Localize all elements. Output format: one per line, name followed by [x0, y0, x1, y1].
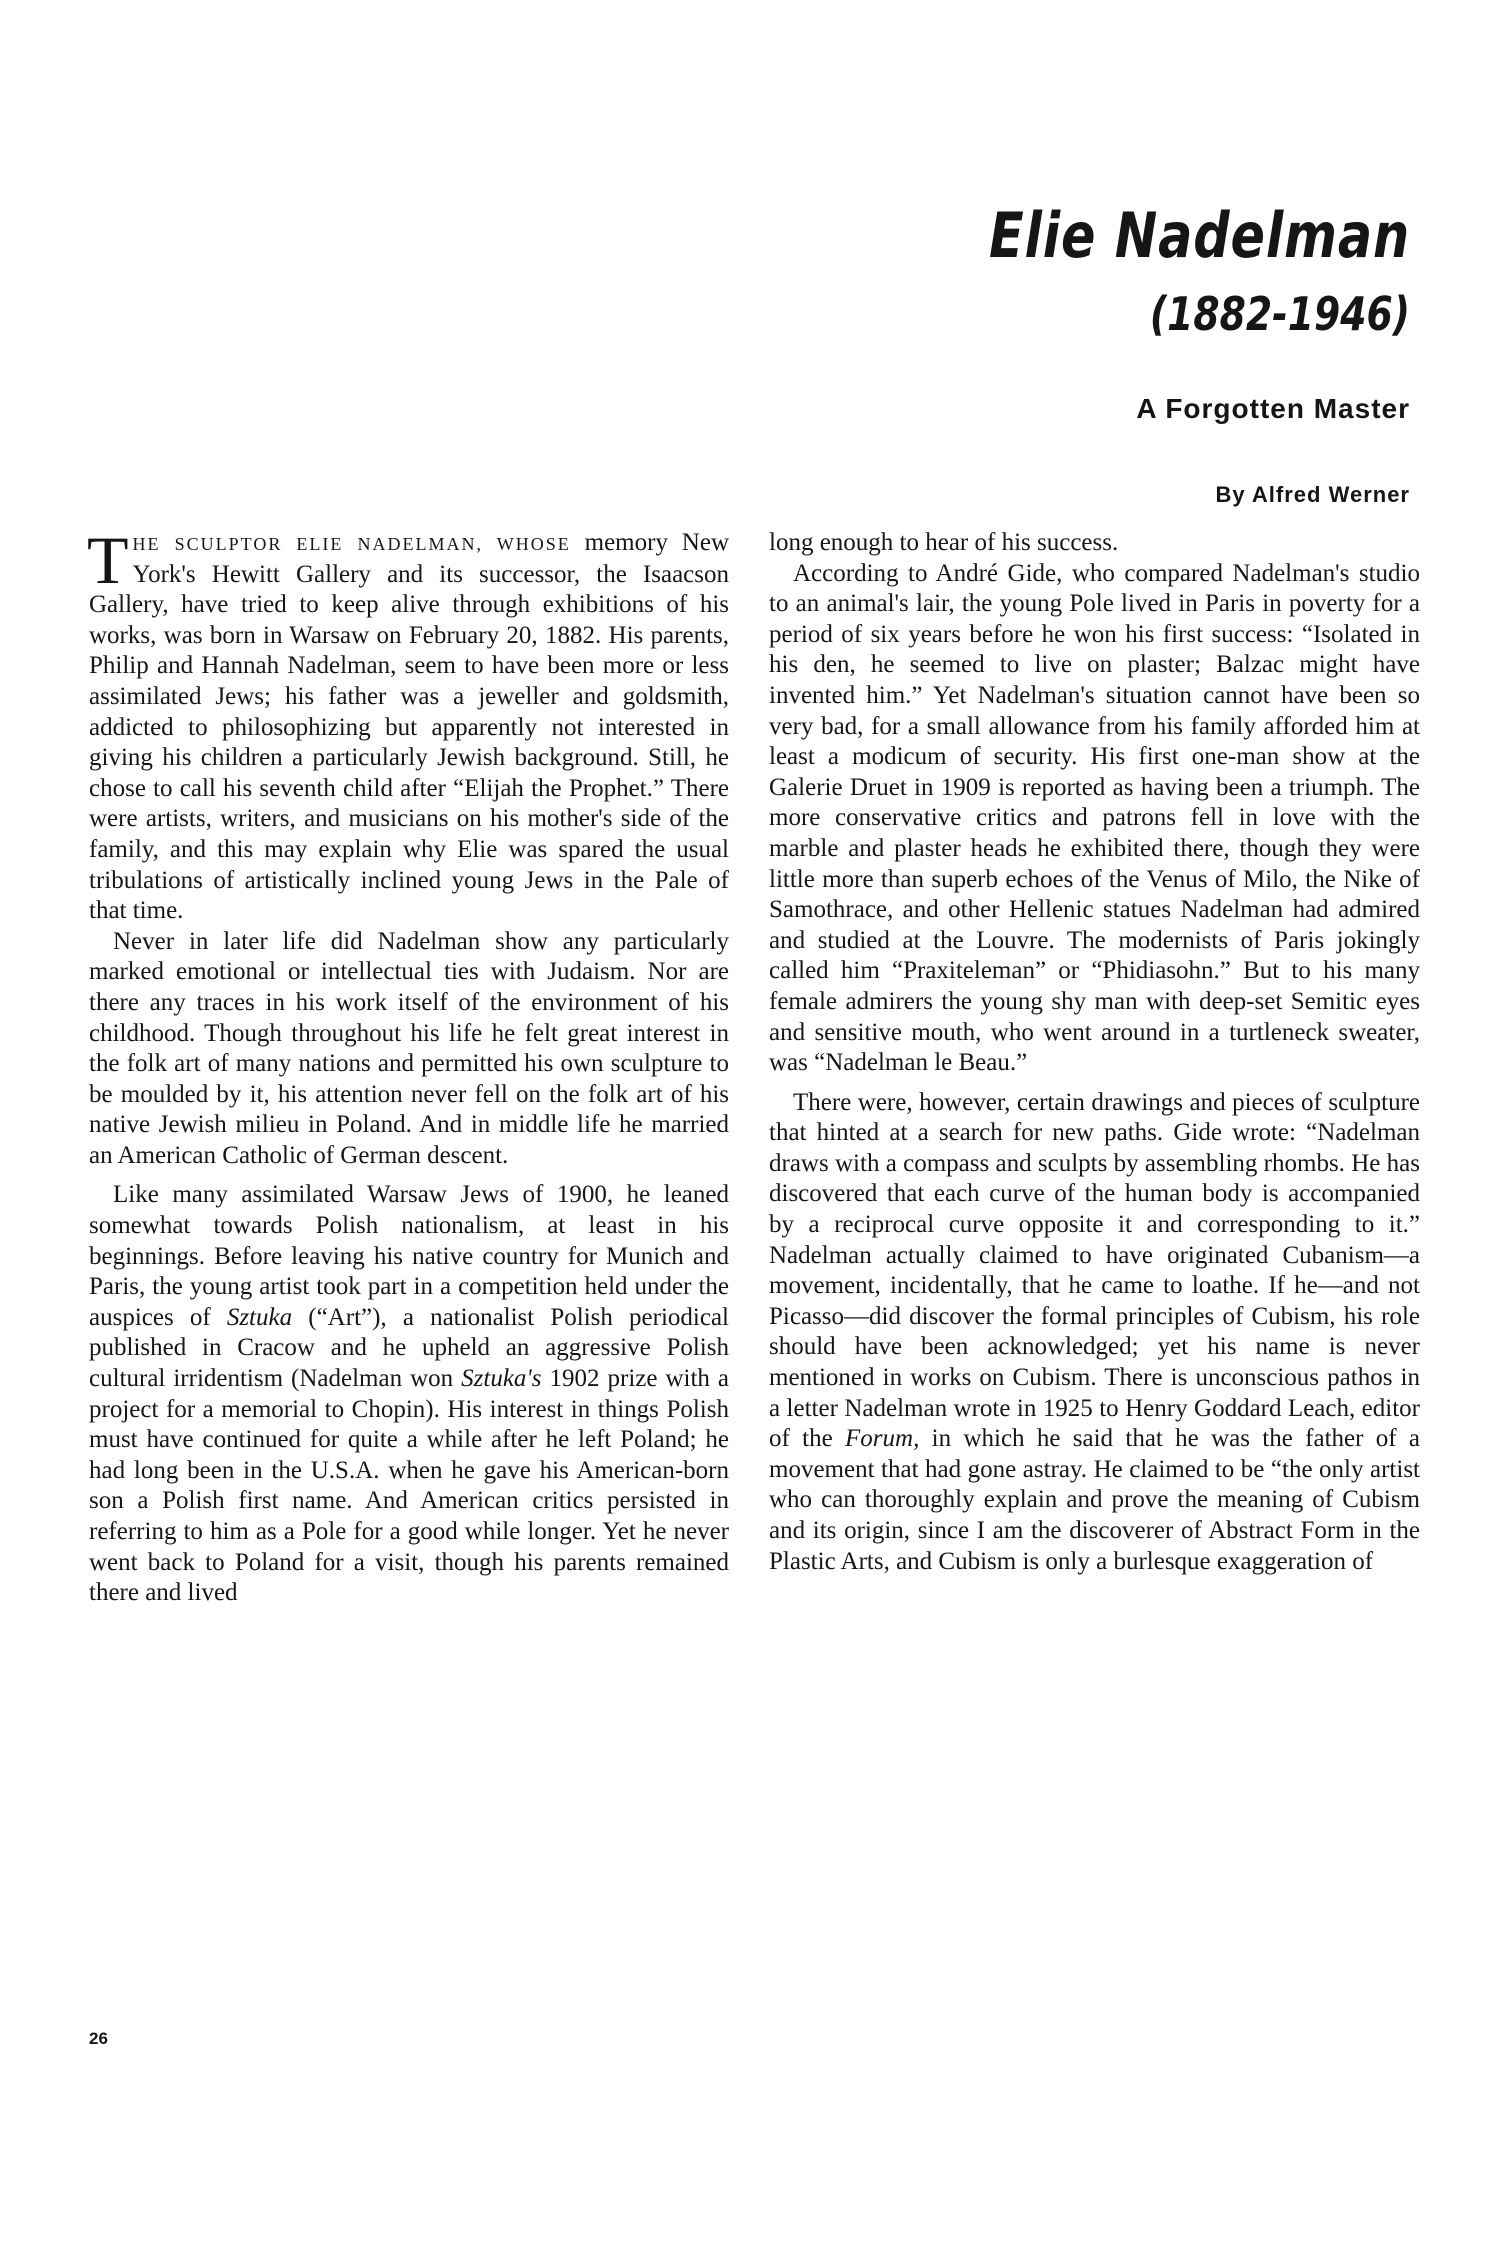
- paragraph-2: Never in later life did Nadelman show any particularly marked emotional or intellectual ties with Judaism. Nor are there any traces in his work itself of the environment of his childhood. Though throughout his life he felt great interest in the folk art of many nations and permitted his own sculpture to be moulded by it, his attention never fell on the folk art of his native Jewish milieu in Poland. And in middle life he married an American Catholic of German descent.: [89, 927, 729, 1169]
- right-column: [769, 528, 1420, 1577]
- paragraph-5-text-b: in which he said that he was the father of a movement that had gone astray. He claimed to be “the only artist who can thoroughly explain and prove the meaning of Cubism and its origin, since I am the discoverer of Abstract Form in the Plastic Arts, and Cubism is only a burlesque exaggeration of: [769, 1425, 1421, 1575]
- lead-in-caps: HE SCULPTOR ELIE NADELMAN, WHOSE: [132, 534, 571, 554]
- paragraph-3-text-b: (“Art”), a nationalist Polish periodical published in Cracow and he upheld an aggressive Polish cultural irridentism (Nadelman won: [89, 1303, 730, 1393]
- paragraph-5: [769, 1088, 1420, 1578]
- paragraph-continued: long enough to hear of his success.: [769, 529, 1119, 556]
- paragraph-3-text-a: Like many assimilated Warsaw Jews of 1900, he leaned somewhat towards Polish nationalism, at least in his beginnings. Before leaving his native country for Munich and Paris, the young artist took part in a competition held under the auspices of: [89, 1181, 729, 1331]
- article-header: [710, 200, 1410, 509]
- magazine-title: Forum,: [845, 1425, 920, 1453]
- paragraph-4: According to André Gide, who compared Nadelman's studio to an animal's lair, the young Pole lived in Paris in poverty for a period of six years before he won his first success: “Isolated in his den, he seemed to live on plaster; Balzac might have invented him.” Yet Nadelman's situation cannot have been so very bad, for a small allowance from his family afforded him at least a modicum of security. His first one-man show at the Galerie Druet in 1909 is reported as having been a triumph. The more conservative critics and patrons fell in love with the marble and plaster heads he exhibited there, though they were little more than superb echoes of the Venus of Milo, the Nike of Samothrace, and other Hellenic statues Nadelman had admired and studied at the Louvre. The modernists of Paris jokingly called him “Praxiteleman” or “Phidiasohn.” But to his many female admirers the young shy man with deep-set Semitic eyes and sensitive mouth, who went around in a turtleneck sweater, was “Nadelman le Beau.”: [769, 559, 1420, 1077]
- article-byline: By Alfred Werner: [1215, 482, 1410, 507]
- article-subtitle: A Forgotten Master: [1136, 393, 1410, 424]
- left-column: [87, 522, 730, 1609]
- paragraph-3: [89, 1180, 729, 1608]
- paragraph-3-text-c: 1902 prize with a project for a memorial to Chopin). His interest in things Polish must have continued for quite a while after he left Poland; he had long been in the U.S.A. when he gave his American-born son a Polish first name. And American critics persisted in referring to him as a Pole for a good while longer. Yet he never went back to Poland for a visit, though his parents remained there and lived: [89, 1365, 729, 1607]
- page-number: 26: [89, 2029, 108, 2048]
- article-title: Elie Nadelman: [988, 199, 1410, 272]
- periodical-title-possessive: Sztuka's: [461, 1365, 542, 1393]
- paragraph-5-text-a: There were, however, certain drawings and pieces of sculpture that hinted at a search for new paths. Gide wrote: “Nadelman draws with a compass and sculpts by assembling rhombs. He has discovered that each curve of the human body is accompanied by a reciprocal curve opposite it and corresponding to it.” Nadelman actually claimed to have originated Cubanism—a movement, incidentally, that he came to loathe. If he—and not Picasso—did discover the formal principles of Cubism, his role should have been acknowledged; yet his name is never mentioned in works on Cubism. There is unconscious pathos in a letter Nadelman wrote in 1925 to Henry Goddard Leach, editor of the: [769, 1088, 1420, 1453]
- paragraph-1-text: memory New York's Hewitt Gallery and its successor, the Isaacson Gallery, have tried to keep alive through exhibitions of his works, was born in Warsaw on February 20, 1882. His parents, Philip and Hannah Nadelman, seem to have been more or less assimilated Jews; his father was a jeweller and goldsmith, addicted to philosophizing but apparently not interested in giving his children a particularly Jewish background. Still, he chose to call his seventh child after “Elijah the Prophet.” There were artists, writers, and musicians on his mother's side of the family, and this may explain why Elie was spared the usual tribulations of artistically inclined young Jews in the Pale of that time.: [89, 529, 730, 925]
- periodical-title: Sztuka: [226, 1303, 293, 1331]
- paragraph-1: [87, 522, 730, 927]
- drop-cap: T: [87, 522, 129, 598]
- article-dates: (1882-1946): [1149, 287, 1410, 341]
